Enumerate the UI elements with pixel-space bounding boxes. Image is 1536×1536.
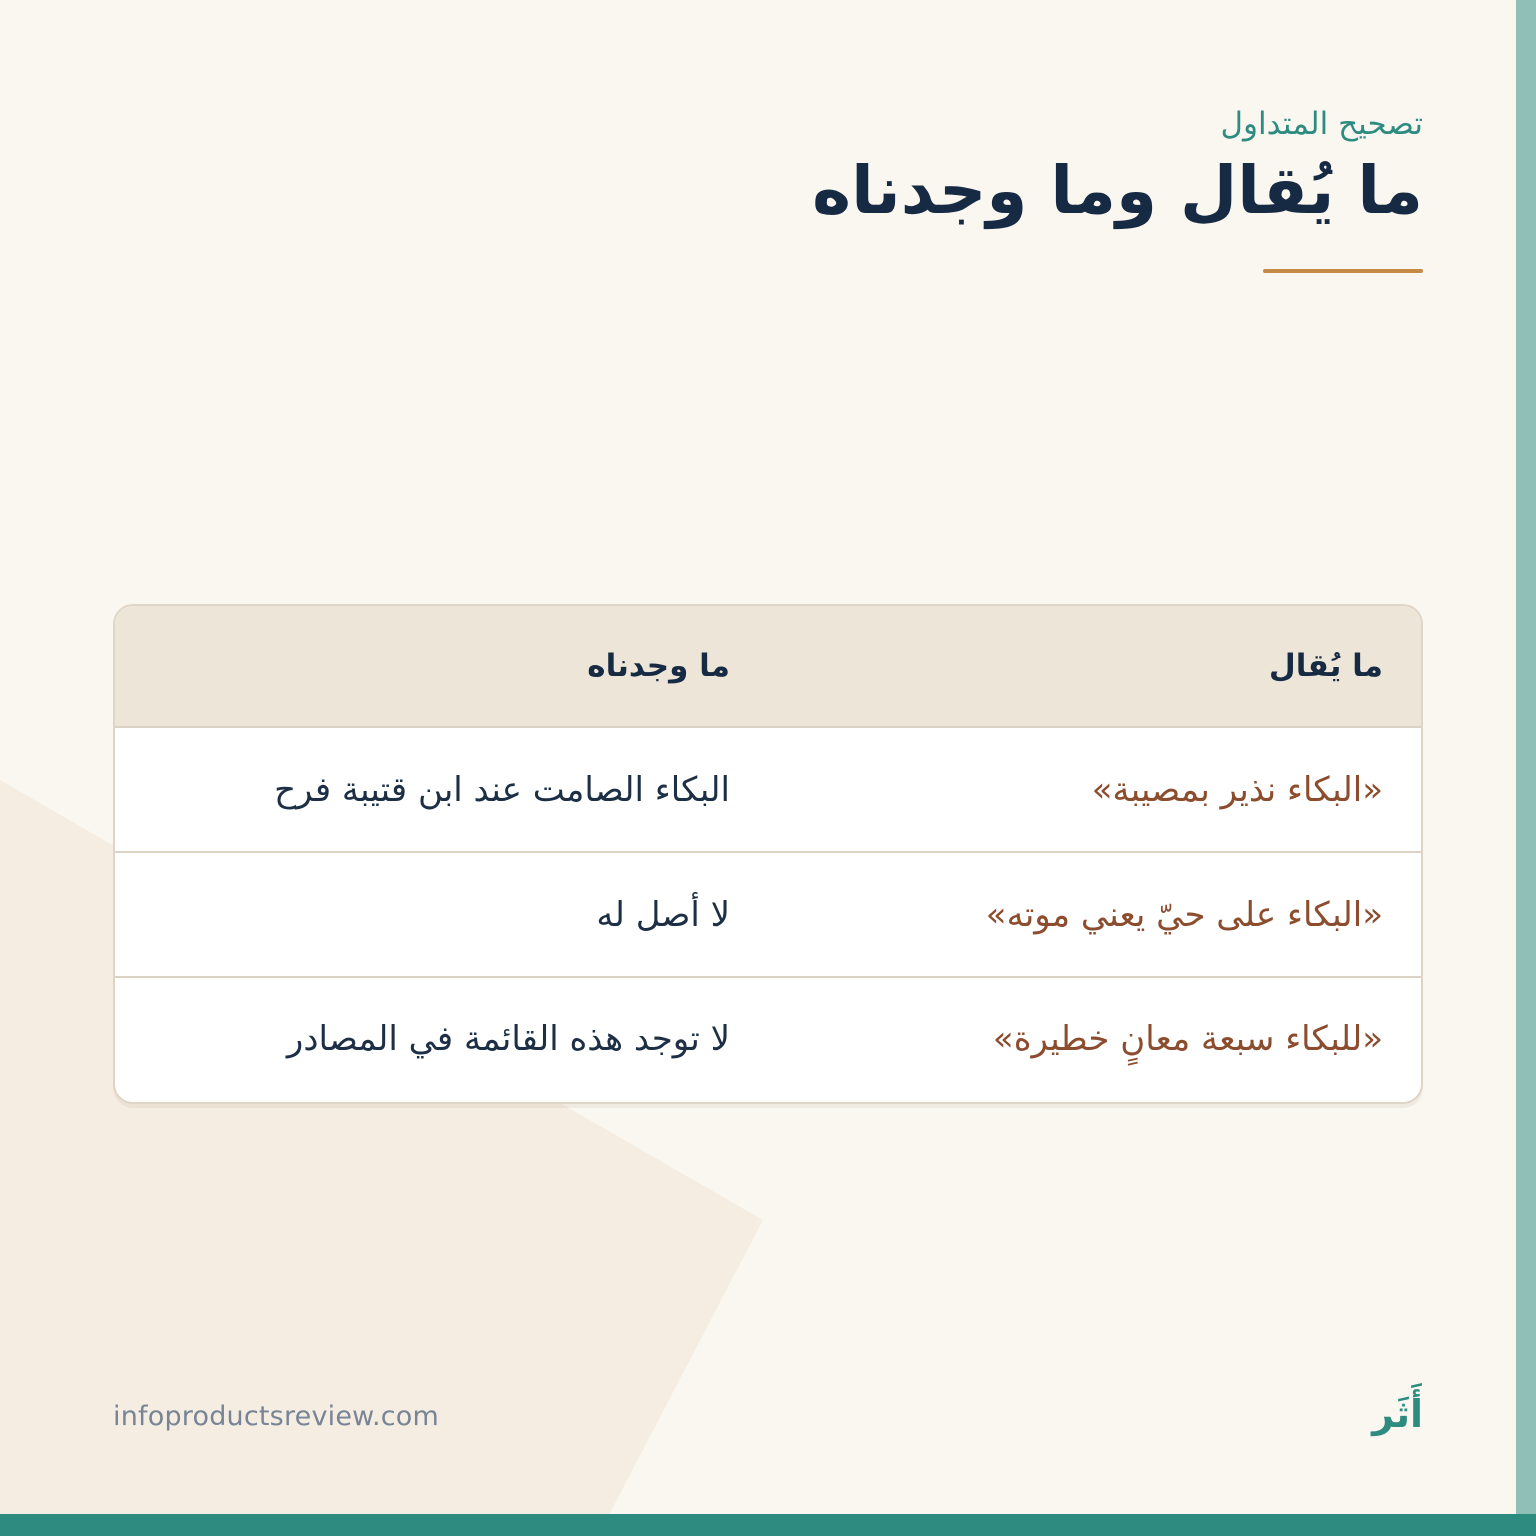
- right-accent-bar: [1516, 0, 1536, 1536]
- table-row: [115, 728, 1421, 853]
- brand-logo: أَثَر: [1372, 1392, 1423, 1436]
- column-header-said: ما يُقال: [1268, 648, 1383, 684]
- table-row: [115, 978, 1421, 1100]
- page-kicker: تصحيح المتداول: [1220, 106, 1423, 142]
- row-2-finding: لا أصل له: [596, 894, 730, 935]
- row-1-claim: «البكاء نذير بمصيبة»: [1091, 769, 1383, 810]
- table-header-row: [115, 606, 1421, 728]
- website-url: infoproductsreview.com: [113, 1401, 440, 1432]
- row-3-finding: لا توجد هذه القائمة في المصادر: [286, 1019, 730, 1059]
- comparison-table: [113, 604, 1423, 1104]
- page-title: ما يُقال وما وجدناه: [812, 151, 1423, 229]
- row-2-claim: «البكاء على حيّ يعني موته»: [985, 894, 1383, 935]
- row-3-claim: «للبكاء سبعة معانٍ خطيرة»: [992, 1019, 1383, 1059]
- page-header: [623, 105, 1423, 273]
- bottom-accent-bar: [0, 1514, 1536, 1536]
- title-divider: [1263, 269, 1423, 273]
- column-header-found: ما وجدناه: [587, 648, 730, 684]
- table-row: [115, 853, 1421, 978]
- row-1-finding: البكاء الصامت عند ابن قتيبة فرح: [274, 769, 730, 810]
